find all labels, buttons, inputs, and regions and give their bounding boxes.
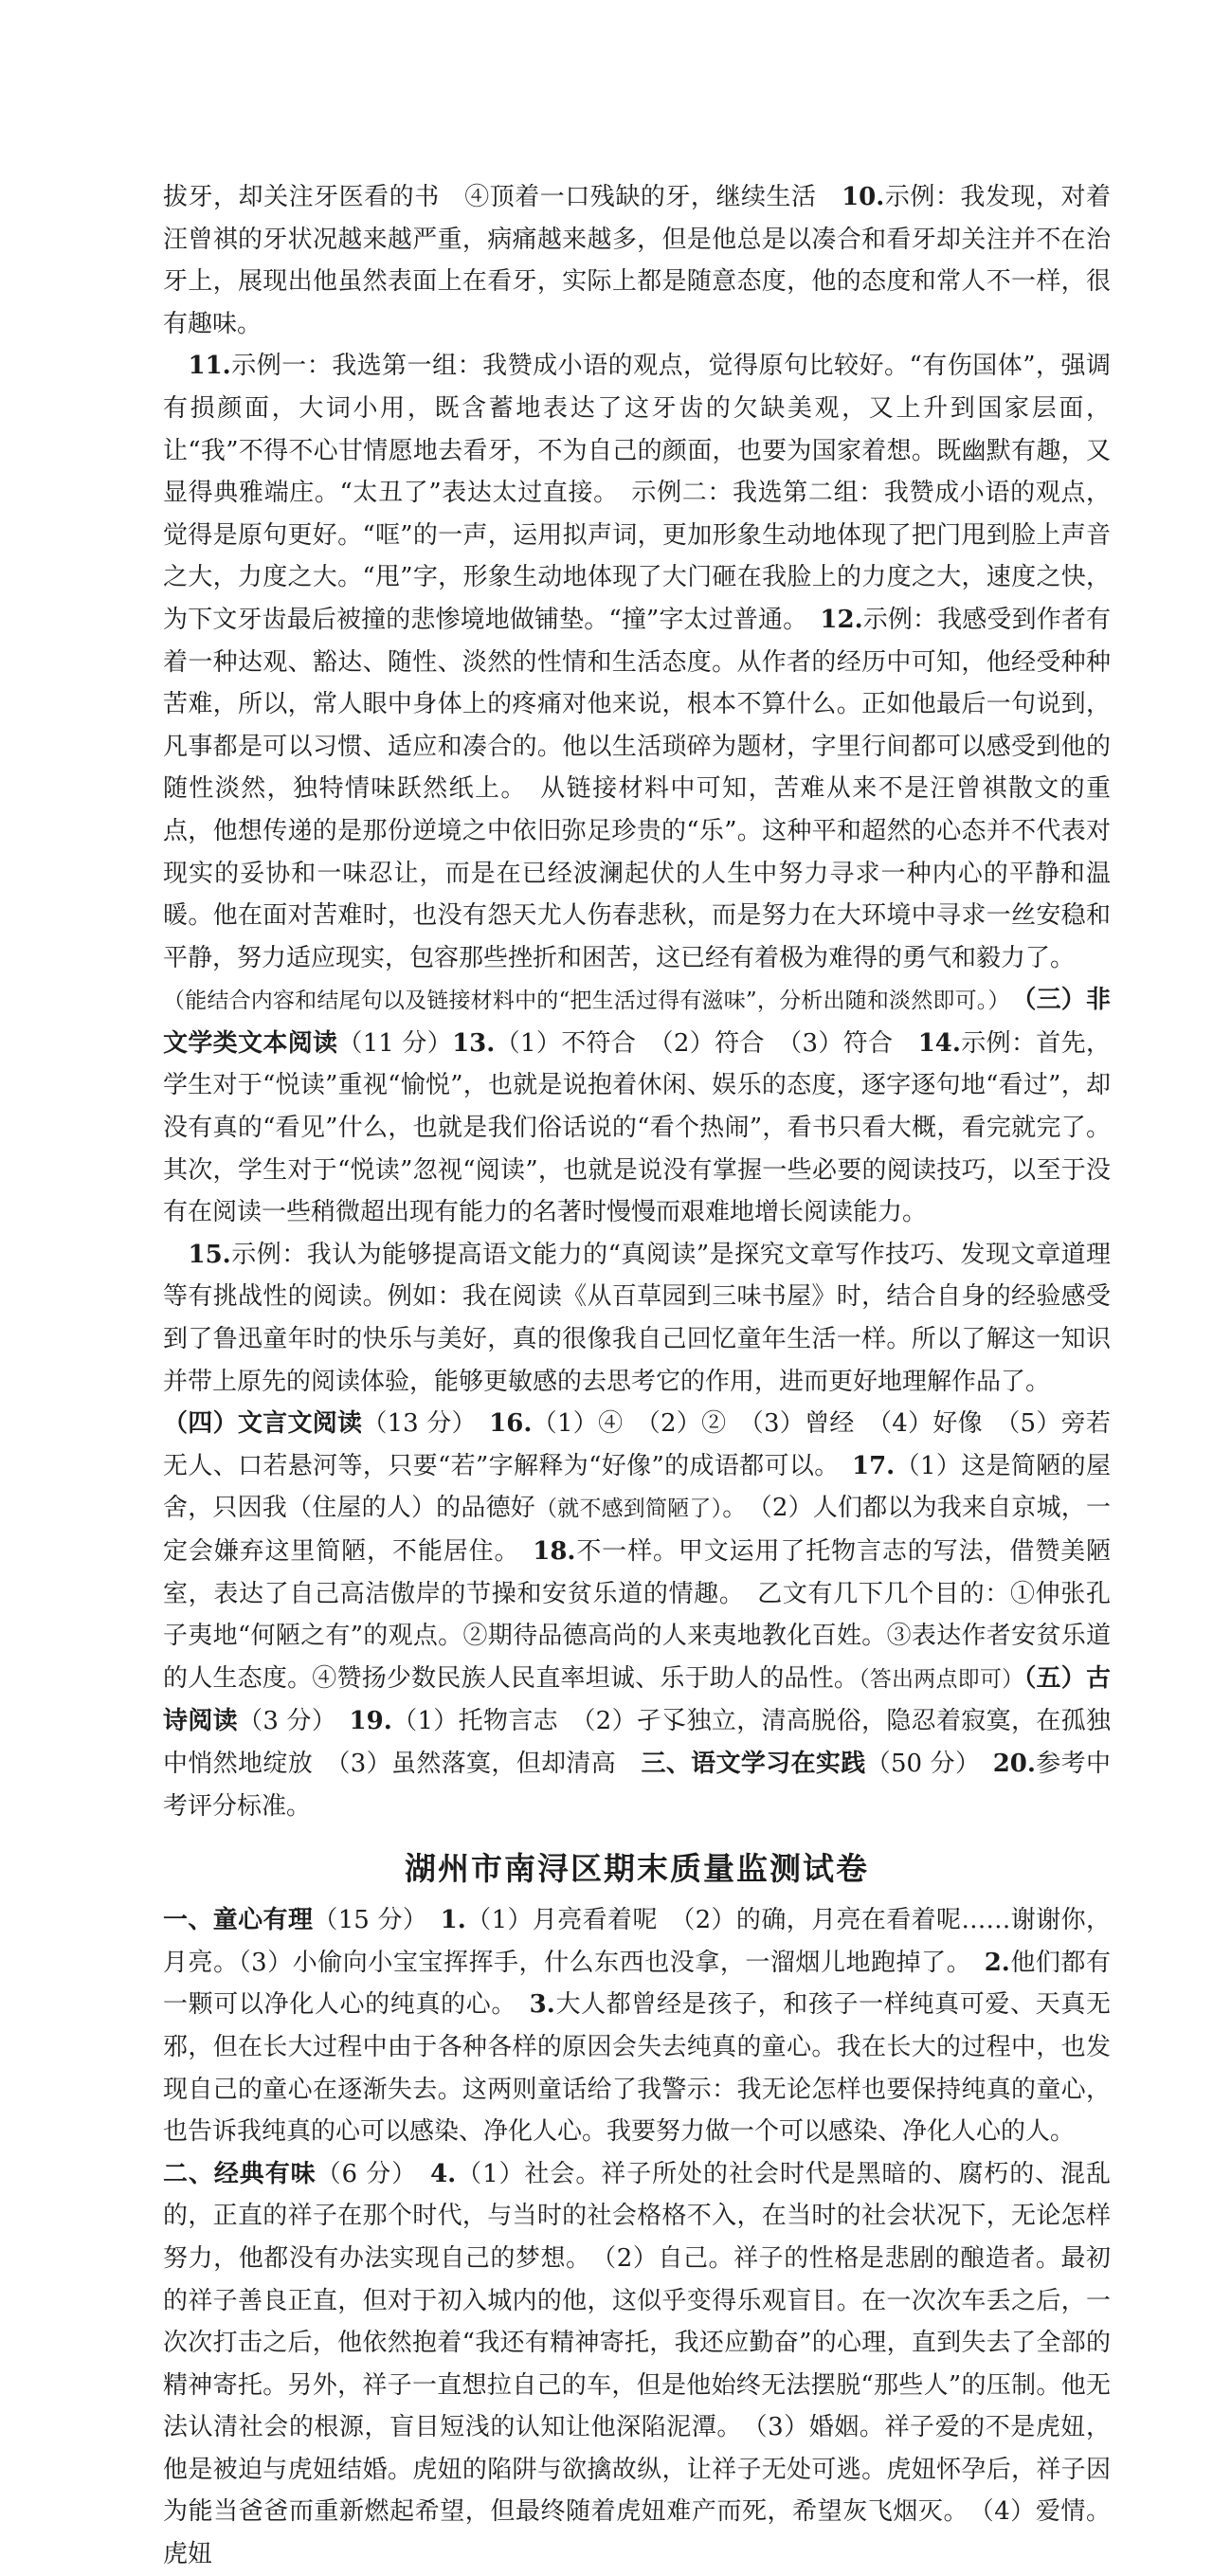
paragraph-s1 (163, 1899, 1111, 2153)
q13-number: 13. (452, 1028, 496, 1058)
q14-answer: 示例：首先，学生对于“悦读”重视“愉悦”，也就是说抱着休闲、娱乐的态度，逐字逐句地“看过”，却没有真的“看见”什么，也就是我们俗话说的“看个热闹”，看书只看大概，看完就完了。其次，学生对于“悦读”忽视“阅读”，也就是说没有掌握一些必要的阅读技巧，以至于没有在阅读一些稍微超出现有能力的名著时慢慢而艰难地增长阅读能力。 (163, 1028, 1111, 1227)
part1-heading: 一、童心有理 (163, 1906, 314, 1935)
section4-score: （13 分） (362, 1409, 464, 1439)
q17-note: （就不感到简陋了） (534, 1497, 723, 1522)
q11-number: 11. (188, 352, 231, 381)
section3-score: （11 分） (337, 1028, 453, 1058)
q13-answer: （1）不符合 （2）符合 （3）符合 (495, 1028, 918, 1058)
q15-answer: 示例：我认为能够提高语文能力的“真阅读”是探究文章写作技巧、发现文章道理等有挑战性的阅读。例如：我在阅读《从百草园到三味书屋》时，结合自身的经验感受到了鲁迅童年时的快乐与美好，真的很像我自己回忆童年生活一样。所以了解这一知识并带上原先的阅读体验，能够更敏感的去思考它的作用，进而更好地理解作品了。 (163, 1240, 1111, 1396)
paragraph-sec4 (163, 1403, 1111, 1827)
q20-answer: 参考中考评分标准。 (163, 1749, 1111, 1821)
text-prefix: 拔牙，却关注牙医看的书 ④顶着一口残缺的牙，继续生活 (163, 183, 842, 211)
q19-answer: （1）托物言志 （2）孑孓独立，清高脱俗，隐忍着寂寞，在孤独中悄然地绽放 （3）虽然落寞，但却清高 (163, 1707, 1111, 1778)
q17-answer-2: 。 （2）人们都以为我来自京城，一定会嫌弃这里简陋，不能居住。 (163, 1494, 1111, 1566)
t2-answer: 他们都有一颗可以净化人心的纯真的心。 (163, 1948, 1111, 2020)
section6-heading: 三、语文学习在实践 (641, 1749, 866, 1778)
q16-answer: （1）④ （2）② （3）曾经 （4）好像 （5）旁若无人、口若悬河等，只要“若”字解释为“好像”的成语都可以。 (163, 1409, 1111, 1480)
answer-text (163, 176, 1111, 2576)
part1-score: （15 分） (313, 1906, 416, 1935)
q12-number: 12. (820, 605, 863, 634)
exam-title: 湖州市南浔区期末质量监测试卷 (405, 1850, 869, 1888)
t3-number: 3. (529, 1990, 555, 2020)
paragraph-s2 (163, 2153, 1111, 2576)
q14-number: 14. (917, 1028, 961, 1058)
section3-heading: （三）非文学类文本阅读 (163, 986, 1111, 1058)
q18-number: 18. (533, 1537, 576, 1566)
t1-answer: （1）月亮看着呢 （2）的确，月亮在看着呢……谢谢你，月亮。（3）小偷向小宝宝挥挥手，什么东西也没拿，一溜烟儿地跑掉了。 (163, 1906, 1111, 1977)
section4-heading: （四）文言文阅读 (163, 1409, 363, 1439)
q12-scoring-note: （能结合内容和结尾句以及链接材料中的“把生活过得有滋味”，分析出随和淡然即可。） (163, 989, 1000, 1014)
paragraph-sec3 (163, 979, 1111, 1234)
t1-number: 1. (440, 1906, 466, 1935)
part2-score: （6 分） (316, 2159, 406, 2188)
t4-answer: （1）社会。祥子所处的社会时代是黑暗的、腐朽的、混乱的，正直的祥子在那个时代，与当时的社会格格不入，在当时的社会状况下，无论怎样努力，他都没有办法实现自己的梦想。 （2）自己。祥子的性格是悲剧的酿造者。最初的祥子善良正直，但对于初入城内的他，这似乎变得乐观盲目。在一次次车丢之后，一次次打击之后，他依然抱着“我还有精神寄托，我还应勤奋”的心理，直到失去了全部的精神寄托。另外，祥子一直想拉自己的车，但是他始终无法摆脱“那些人”的压制。他无法认清社会的根源，盲目短浅的认知让他深陷泥潭。 （3）婚姻。祥子爱的不是虎妞，他是被迫与虎妞结婚。虎妞的陷阱与欲擒故纵，让祥子无处可逃。虎妞怀孕后，祥子因为能当爸爸而重新燃起希望，但最终随着虎妞难产而死，希望灰飞烟灭。 （4）爱情。虎妞 (163, 2159, 1111, 2569)
q10-answer: 示例：我发现，对着汪曾祺的牙状况越来越严重，病痛越来越多，但是他总是以凑合和看牙却关注并不在治牙上，展现出他虽然表面上在看牙，实际上都是随意态度，他的态度和常人不一样，很有趣味。 (163, 183, 1111, 338)
q15-number: 15. (188, 1240, 231, 1269)
t3-answer: 大人都曾经是孩子，和孩子一样纯真可爱、天真无邪，但在长大过程中由于各种各样的原因会失去纯真的童心。我在长大的过程中，也发现自己的童心在逐渐失去。这两则童话给了我警示：我无论怎样也要保持纯真的童心，也告诉我纯真的心可以感染、净化人心。我要努力做一个可以感染、净化人心的人。 (163, 1990, 1111, 2147)
q17-number: 17. (851, 1451, 896, 1480)
q18-answer: 不一样。甲文运用了托物言志的写法，借赞美陋室，表达了自己高洁傲岸的节操和安贫乐道的情趣。 乙文有几下几个目的：①伸张孔子夷地“何陋之有”的观点。②期待品德高尚的人来夷地教化百姓。③表达作者安贫乐道的人生态度。④赞扬少数民族人民直率坦诚、乐于助人的品性。 (163, 1537, 1111, 1693)
q17-answer: （1）这是简陋的屋舍，只因我（住屋的人）的品德好 (163, 1451, 1112, 1523)
paragraph-q11 (163, 345, 1111, 979)
section5-score: （3 分） (238, 1707, 325, 1736)
section6-score: （50 分） (865, 1749, 969, 1778)
t4-number: 4. (430, 2159, 457, 2188)
q18-note: （答出两点即可） (859, 1666, 1024, 1692)
q20-number: 20. (992, 1749, 1036, 1778)
paragraph-q10 (163, 176, 1111, 345)
part2-heading: 二、经典有味 (163, 2159, 317, 2188)
q11-answer: 示例一：我选第一组：我赞成小语的观点，觉得原句比较好。“有伤国体”，强调有损颜面，大词小用，既含蓄地表达了这牙齿的欠缺美观，又上升到国家层面，让“我”不得不心甘情愿地去看牙，不为自己的颜面，也要为国家着想。既幽默有趣，又显得典雅端庄。“太丑了”表达太过直接。 示例二：我选第二组：我赞成小语的观点，觉得是原句更好。“哐”的一声，运用拟声词，更加形象生动地体现了把门甩到脸上声音之大，力度之大。“甩”字，形象生动地体现了大门砸在我脸上的力度之大，速度之快，为下文牙齿最后被撞的悲惨境地做铺垫。“撞”字太过普通。 (163, 352, 1111, 634)
q10-number: 10. (842, 183, 885, 211)
q16-number: 16. (489, 1409, 533, 1439)
q12-answer: 示例：我感受到作者有着一种达观、豁达、随性、淡然的性情和生活态度。从作者的经历中可知，他经受种种苦难，所以，常人眼中身体上的疼痛对他来说，根本不算什么。正如他最后一句说到，凡事都是可以习惯、适应和凑合的。他以生活琐碎为题材，字里行间都可以感受到他的随性淡然，独特情味跃然纸上。 从链接材料中可知，苦难从来不是汪曾祺散文的重点，他想传递的是那份逆境之中依旧弥足珍贵的“乐”。这种平和超然的心态并不代表对现实的妥协和一味忍让，而是在已经波澜起伏的人生中努力寻求一种内心的平静和温暖。他在面对苦难时，也没有怨天尤人伤春悲秋，而是努力在大环境中寻求一丝安稳和平静，努力适应现实，包容那些挫折和困苦，这已经有着极为难得的勇气和毅力了。 (163, 605, 1111, 972)
t2-number: 2. (984, 1948, 1010, 1977)
section5-heading: （五）古诗阅读 (163, 1663, 1111, 1736)
paragraph-q15 (163, 1234, 1111, 1403)
q19-number: 19. (349, 1707, 392, 1736)
